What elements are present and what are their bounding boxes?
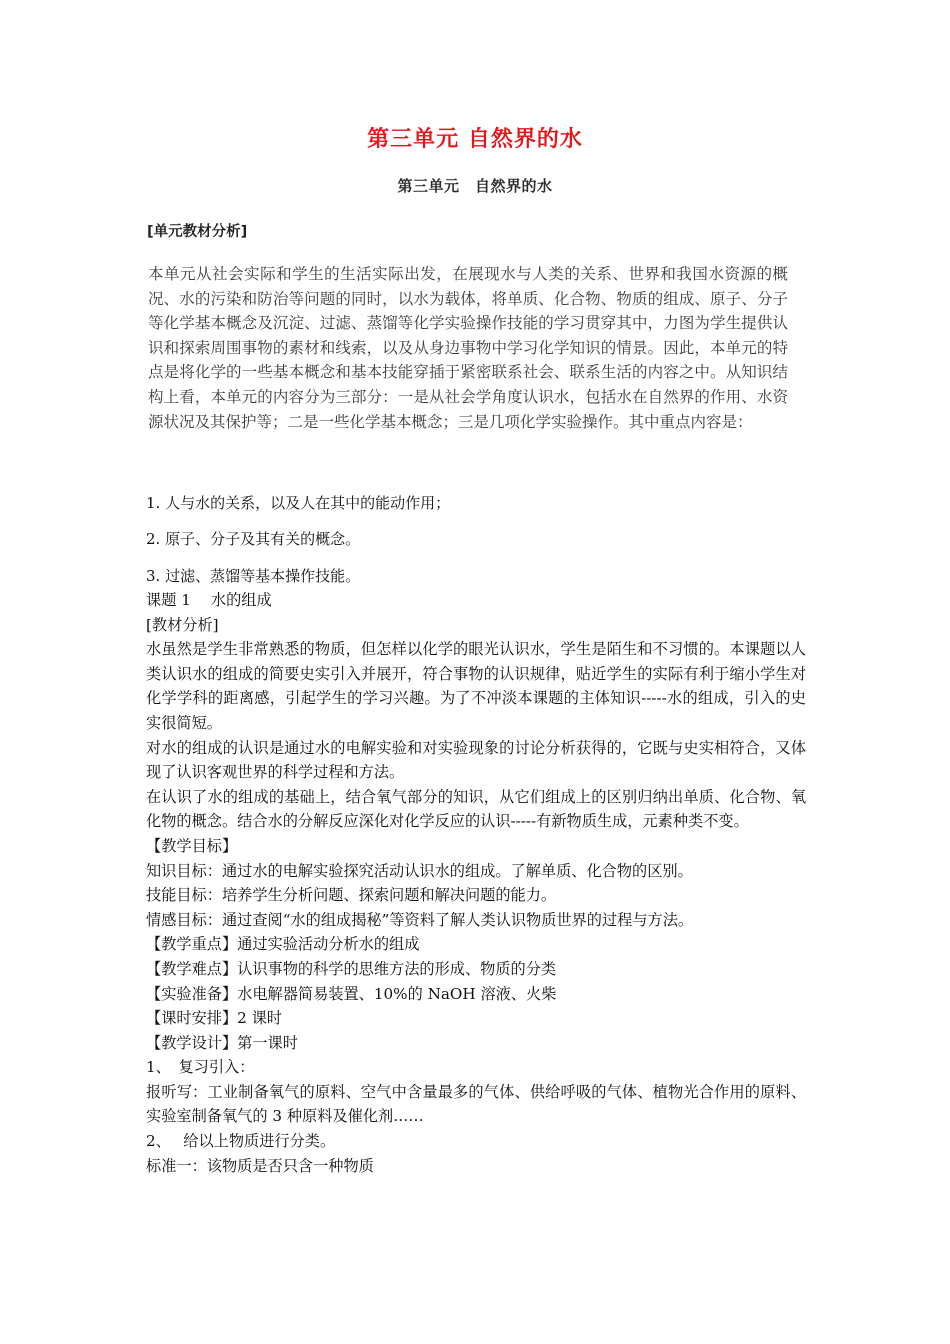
material-paragraph-3: 在认识了水的组成的基础上，结合氧气部分的知识，从它们组成上的区别归纳出单质、化合物、氧化物的概念。结合水的分解反应深化对化学反应的认识-----有新物质生成，元素种类不变。 [146,787,806,831]
class-schedule: 【课时安排】2 课时 [146,1009,282,1028]
goal-knowledge: 知识目标：通过水的电解实验探究活动认识水的组成。了解单质、化合物的区别。 [146,861,693,880]
material-analysis-heading: [教材分析] [146,615,219,634]
experiment-preparation: 【实验准备】水电解器简易装置、10%的 NaOH 溶液、火柴 [146,984,557,1003]
lesson-body [146,588,806,1178]
teaching-design: 【教学设计】第一课时 [146,1033,298,1052]
step-1-text: 报听写：工业制备氧气的原料、空气中含量最多的气体、供给呼吸的气体、植物光合作用的原料、实验室制备氧气的 3 种原料及催化剂…… [146,1082,806,1126]
step-1-heading: 1、 复习引入： [146,1058,255,1077]
material-paragraph-1: 水虽然是学生非常熟悉的物质，但怎样以化学的眼光认识水，学生是陌生和不习惯的。本课题以人类认识水的组成的简要史实引入并展开，符合事物的认识规律，贴近学生的实际有利于缩小学生对化学学科的距离感，引起学生的学习兴趣。为了不冲淡本课题的主体知识-----水的组成，引入的史实很简短。 [146,640,806,732]
teaching-difficulty: 【教学难点】认识事物的科学的思维方法的形成、物质的分类 [146,959,557,978]
material-paragraph-2: 对水的组成的认识是通过水的电解实验和对实验现象的讨论分析获得的，它既与史实相符合，又体现了认识客观世界的科学过程和方法。 [146,738,806,782]
unit-analysis-heading: [单元教材分析] [147,224,248,240]
key-point-1: 1. 人与水的关系，以及人在其中的能动作用； [146,494,451,512]
lesson-heading: 课题 1 水的组成 [146,591,272,609]
teaching-goals-heading: 【教学目标】 [146,836,238,855]
page-subtitle: 第三单元 自然界的水 [397,177,553,195]
unit-analysis-paragraph: 本单元从社会实际和学生的生活实际出发，在展现水与人类的关系、世界和我国水资源的概况、水的污染和防治等问题的同时，以水为载体，将单质、化合物、物质的组成、原子、分子等化学基本概念及沉淀、过滤、蒸馏等化学实验操作技能的学习贯穿其中，力图为学生提供认识和探索周围事物的素材和线索，以及从身边事物中学习化学知识的情景。因此，本单元的特点是将化学的一些基本概念和基本技能穿插于紧密联系社会、联系生活的内容之中。从知识结构上看，本单元的内容分为三部分：一是从社会学角度认识水，包括水在自然界的作用、水资源状况及其保护等；二是一些化学基本概念；三是几项化学实验操作。其中重点内容是： [148,265,788,431]
page-title: 第三单元 自然界的水 [367,127,583,152]
goal-emotion: 情感目标：通过查阅“水的组成揭秘”等资料了解人类认识物质世界的过程与方法。 [146,910,694,929]
goal-skill: 技能目标：培养学生分析问题、探索问题和解决问题的能力。 [146,886,557,905]
standard-1: 标准一：该物质是否只含一种物质 [146,1156,374,1175]
key-point-3: 3. 过滤、蒸馏等基本操作技能。 [146,567,361,585]
step-2-heading: 2、 给以上物质进行分类。 [146,1132,336,1151]
key-point-2: 2. 原子、分子及其有关的概念。 [146,530,361,548]
teaching-focus: 【教学重点】通过实验活动分析水的组成 [146,935,420,954]
